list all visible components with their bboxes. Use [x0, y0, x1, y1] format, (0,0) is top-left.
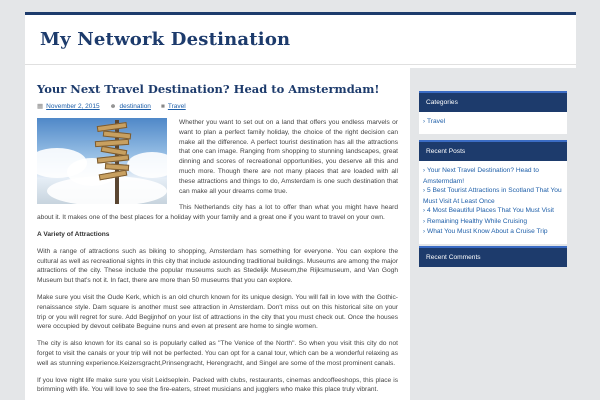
categories-widget — [419, 91, 567, 134]
chevron-right-icon: › — [423, 208, 425, 214]
recent-post-item[interactable]: › Remaining Healthy While Cruising — [423, 217, 528, 225]
site-title[interactable]: My Network Destination — [40, 29, 291, 50]
recent-posts-list — [419, 161, 567, 244]
chevron-right-icon: › — [423, 229, 425, 235]
post-paragraph-5: The city is also known for its canal so is popularly called as "The Venice of the North". So when you visit this city do not forget to visit the canals or your trip will not be perfected. You can opt for a canal tour, which can be a wonderful relaxing as well as stunning experience.Keizersgracht,Prinsengracht, Herengracht, and Singel are some of the most prominent canals. — [37, 340, 398, 367]
folder-icon: ■ — [160, 102, 165, 110]
main-content — [25, 68, 410, 400]
recent-comments-widget-title: Recent Comments — [419, 246, 567, 267]
chevron-right-icon: › — [423, 168, 425, 174]
chevron-right-icon: › — [423, 119, 425, 125]
categories-list — [419, 112, 567, 134]
chevron-right-icon: › — [423, 188, 425, 194]
site-header — [25, 15, 576, 65]
post-paragraph-6: If you love night life make sure you visit Leidseplein. Packed with clubs, restaurants, cinemas andcoffeeshops, this place is brimming with life. You will love to see the fire-eaters, street musicians and jugglers who make this place truly vibrant. — [37, 376, 398, 394]
user-icon: ☻ — [109, 102, 117, 110]
recent-post-item[interactable]: › Your Next Travel Destination? Head to Amstermdam! — [423, 167, 539, 185]
chevron-right-icon: › — [423, 218, 425, 225]
recent-post-item[interactable]: › What You Must Know About a Cruise Trip — [423, 228, 548, 235]
recent-comments-widget — [419, 246, 567, 267]
post-body — [37, 118, 398, 395]
post-paragraph-2: This Netherlands city has a lot to offer than what you might have heard about it. It makes one of the best places for a holiday with your family and a great one if you want to travel on your own. — [37, 204, 398, 222]
content-wrap — [25, 68, 576, 400]
category-item[interactable]: › Travel — [423, 118, 446, 125]
post-author-link[interactable]: destination — [119, 102, 151, 110]
post-subheading: A Variety of Attractions — [37, 230, 110, 238]
recent-posts-widget — [419, 140, 567, 244]
post-title[interactable]: Your Next Travel Destination? Head to Amstermdam! — [37, 82, 380, 96]
page-container — [25, 12, 576, 400]
post-meta — [37, 102, 398, 110]
post-paragraph-4: Make sure you visit the Oude Kerk, which is an old church known for its unique design. You will fall in love with the Gothic-renaissance style. Dam square is another must see attraction in Amsterdam. Don't miss out on this historical site on your trip or you will regret for sure. Add Begijnhof on your list of attractions in the city that you must check out. Once the houses were occupied by devout celibate Beguine nuns and even at present are home to single women. — [37, 293, 398, 331]
post-paragraph-3: With a range of attractions such as biking to shopping, Amsterdam has something for everyone. You can explore the cultural as well as recreational sights in this city that include astounding traditional buildings. Museums are among the major attractions of the city. These include the popular museums such as Stedelijk Museum,the Rijksmuseum, and Van Gogh Museum but that's not it. In fact, there are more than 50 museums that you can explore. — [37, 247, 399, 285]
recent-post-item[interactable]: › 4 Most Beautiful Places That You Must Visit — [423, 207, 554, 214]
signpost-image — [37, 118, 167, 204]
post-date-link[interactable]: November 2, 2015 — [46, 102, 100, 110]
post-category-link[interactable]: Travel — [167, 102, 186, 110]
recent-post-item[interactable]: › 5 Best Tourist Attractions in Scotland That You Must Visit At Least Once — [423, 187, 562, 205]
calendar-icon: ▦ — [37, 103, 44, 110]
post-paragraph-intro: Whether you want to set out on a land that offers you endless marvels or want to plan a perfect family holiday, the choice of the right decision can make all the difference. A perfect tourist destination has all the attractions that one can image. Ranging from shopping to stunning landscapes, great dinning and scores of recreational opportunities, you deserve all this and much more. Though there are not many places that are loaded with all these attractions and things to do, Amsterdam is one such destination that can make all your dreams come true. — [179, 119, 398, 195]
categories-widget-title: Categories — [419, 91, 567, 112]
recent-posts-widget-title: Recent Posts — [419, 140, 567, 161]
